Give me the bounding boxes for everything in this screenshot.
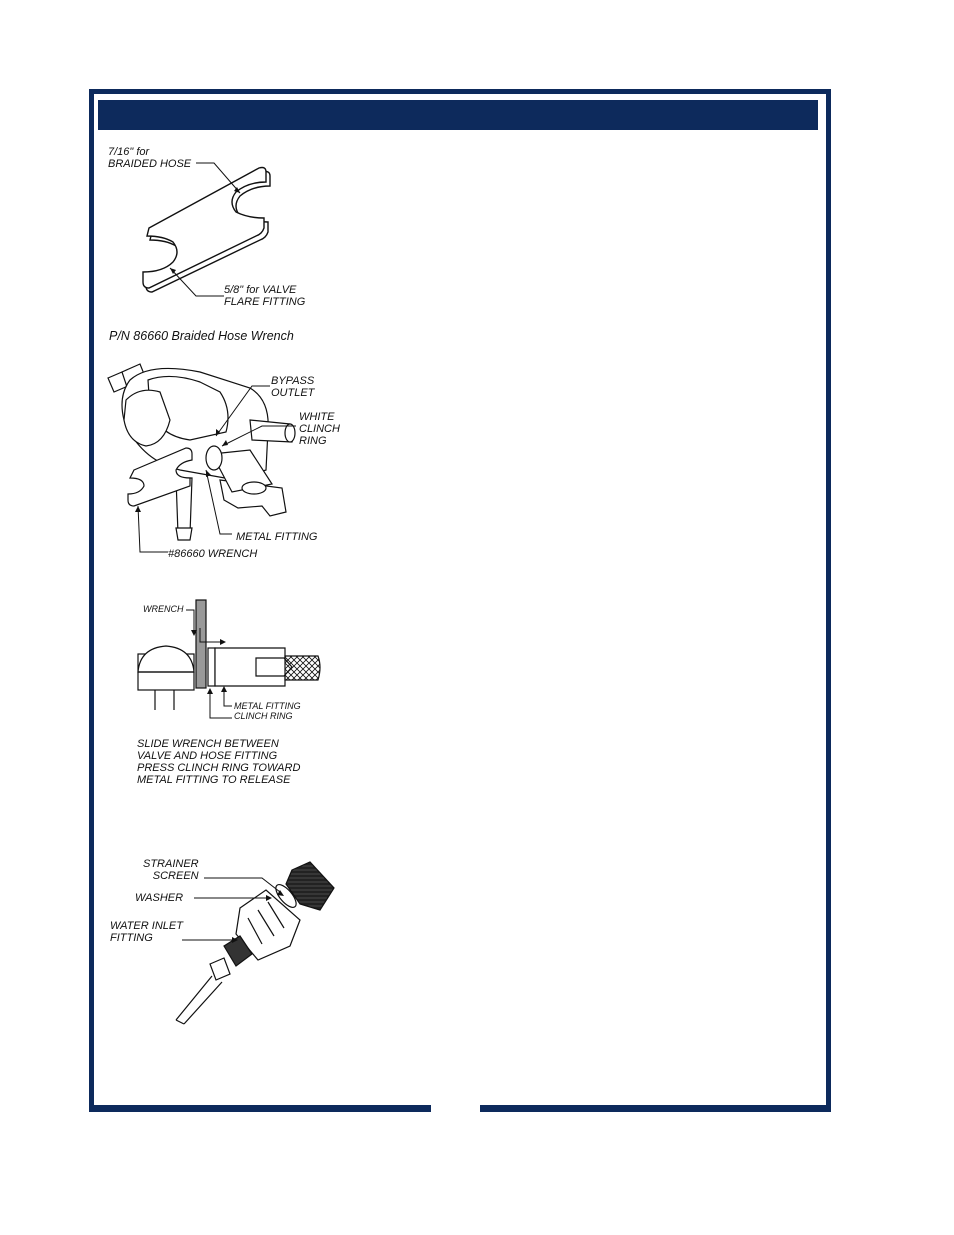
- label-metal-fitting: METAL FITTING: [236, 531, 318, 543]
- label-wrench-release: WRENCH: [143, 604, 184, 614]
- label-wrench-part-number: #86660 WRENCH: [168, 548, 258, 560]
- release-instructions: SLIDE WRENCH BETWEEN VALVE AND HOSE FITTING PRESS CLINCH RING TOWARD METAL FITTING TO RELEASE: [137, 738, 301, 786]
- label-5-8-valve-flare: 5/8" for VALVE FLARE FITTING: [224, 284, 306, 308]
- label-metal-fitting-release: METAL FITTING: [234, 701, 301, 711]
- label-7-16-braided-hose: 7/16" for BRAIDED HOSE: [108, 146, 192, 170]
- wrench-caption: P/N 86660 Braided Hose Wrench: [109, 329, 294, 343]
- label-washer: WASHER: [135, 892, 184, 904]
- label-water-inlet-fitting: WATER INLET FITTING: [110, 920, 183, 944]
- label-bypass-outlet: BYPASS OUTLET: [271, 375, 315, 399]
- label-white-clinch-ring: WHITE CLINCH RING: [299, 411, 340, 447]
- label-strainer-screen: STRAINER SCREEN: [143, 858, 199, 882]
- label-clinch-ring-release: CLINCH RING: [234, 711, 293, 721]
